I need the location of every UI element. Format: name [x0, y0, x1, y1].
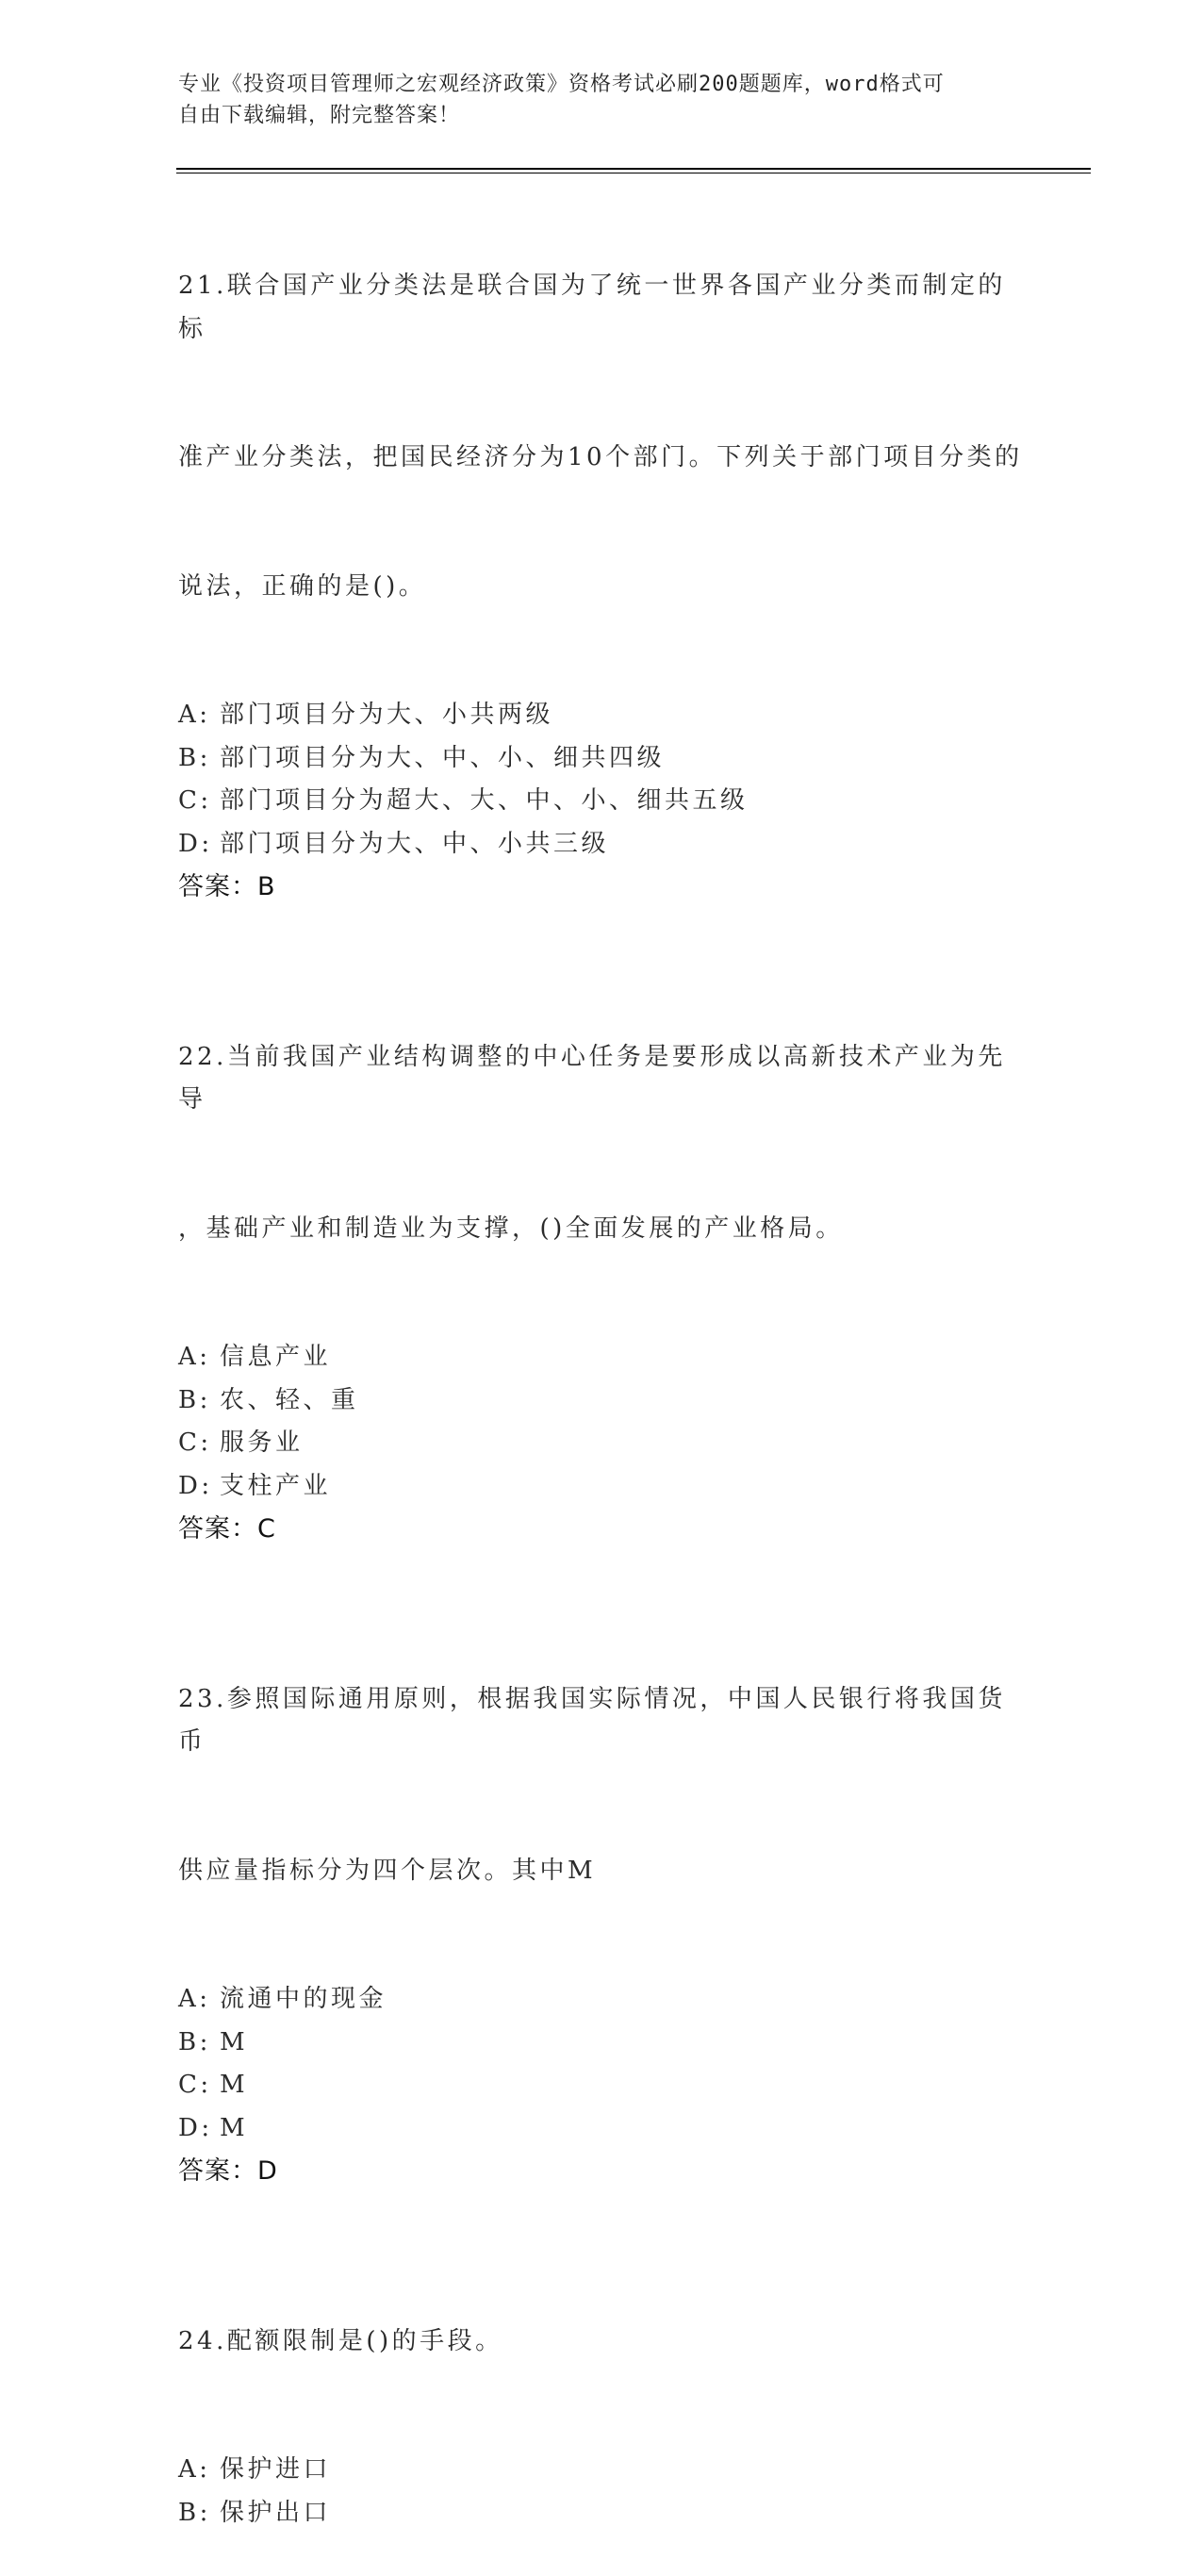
- option-b: [178, 737, 1027, 781]
- option-text: 流通中的现金: [220, 1985, 387, 2013]
- option-letter: B:: [178, 1385, 211, 1414]
- option-letter: A:: [178, 2455, 211, 2484]
- option-text: 部门项目分为大、小共两级: [220, 701, 554, 729]
- option-b: [178, 2492, 1027, 2535]
- question-stem: [178, 1593, 1027, 1979]
- option-text: 部门项目分为大、中、小共三级: [220, 829, 610, 858]
- option-a: [178, 2449, 1027, 2492]
- option-letter: C:: [178, 1428, 212, 1457]
- question-22: [178, 950, 1027, 1551]
- option-a: [178, 1978, 1027, 2022]
- option-text: 保护进口: [220, 2455, 332, 2484]
- question-stem: [178, 179, 1027, 694]
- option-text: 支柱产业: [220, 1471, 332, 1500]
- option-letter: B:: [178, 743, 211, 772]
- option-a: [178, 694, 1027, 737]
- option-text: 服务业: [220, 1428, 304, 1457]
- option-letter: B:: [178, 2498, 211, 2527]
- stem-line: 22.当前我国产业结构调整的中心任务是要形成以高新技术产业为先导: [178, 1042, 1006, 1114]
- option-b: [178, 1379, 1027, 1423]
- option-d: [178, 1465, 1027, 1509]
- option-letter: D:: [178, 2113, 213, 2142]
- option-letter: B:: [178, 2027, 211, 2056]
- option-letter: A:: [178, 1985, 211, 2013]
- question-24: [178, 2235, 1027, 2535]
- option-d: [178, 823, 1027, 867]
- question-stem: [178, 950, 1027, 1337]
- option-text: 保护出口: [220, 2498, 332, 2527]
- header-divider-thick: [176, 168, 1091, 170]
- question-list: [178, 179, 1027, 2576]
- option-letter: C:: [178, 2071, 212, 2099]
- question-stem: [178, 2235, 1027, 2450]
- stem-line: 21.联合国产业分类法是联合国为了统一世界各国产业分类而制定的标: [178, 272, 1006, 343]
- answer-line: 答案：D: [178, 2156, 278, 2186]
- option-letter: A:: [178, 1343, 211, 1371]
- answer-line: 答案：B: [178, 872, 276, 901]
- option-letter: A:: [178, 701, 211, 729]
- question-21: [178, 179, 1027, 909]
- option-a: [178, 1336, 1027, 1379]
- option-text: 部门项目分为超大、大、中、小、细共五级: [220, 786, 749, 815]
- option-text: M: [220, 2071, 249, 2099]
- stem-line: 23.参照国际通用原则，根据我国实际情况，中国人民银行将我国货币: [178, 1684, 1006, 1756]
- option-letter: D:: [178, 1471, 213, 1500]
- option-text: 部门项目分为大、中、小、细共四级: [220, 743, 666, 772]
- option-d: [178, 2107, 1027, 2151]
- option-letter: D:: [178, 829, 213, 858]
- option-text: 农、轻、重: [220, 1385, 359, 1414]
- stem-line: 24.配额限制是()的手段。: [178, 2326, 503, 2355]
- option-b: [178, 2022, 1027, 2065]
- option-c: [178, 2064, 1027, 2107]
- option-text: M: [220, 2027, 249, 2056]
- header-line-2: 自由下载编辑，附完整答案！: [178, 104, 461, 127]
- stem-line: 说法，正确的是()。: [178, 571, 427, 601]
- option-c: [178, 1422, 1027, 1465]
- question-23: [178, 1593, 1027, 2193]
- option-letter: C:: [178, 786, 212, 815]
- stem-line: 准产业分类法，把国民经济分为10个部门。下列关于部门项目分类的: [178, 443, 1023, 471]
- document-header: [178, 69, 1008, 131]
- header-line-1: 专业《投资项目管理师之宏观经济政策》资格考试必刷200题题库，word格式可: [178, 73, 945, 96]
- answer-line: 答案：C: [178, 1514, 276, 1544]
- stem-line: ，基础产业和制造业为支撑，()全面发展的产业格局。: [178, 1214, 844, 1243]
- stem-line: 供应量指标分为四个层次。其中M: [178, 1856, 597, 1885]
- option-text: 信息产业: [220, 1343, 332, 1371]
- option-c: [178, 780, 1027, 823]
- option-text: M: [220, 2113, 249, 2142]
